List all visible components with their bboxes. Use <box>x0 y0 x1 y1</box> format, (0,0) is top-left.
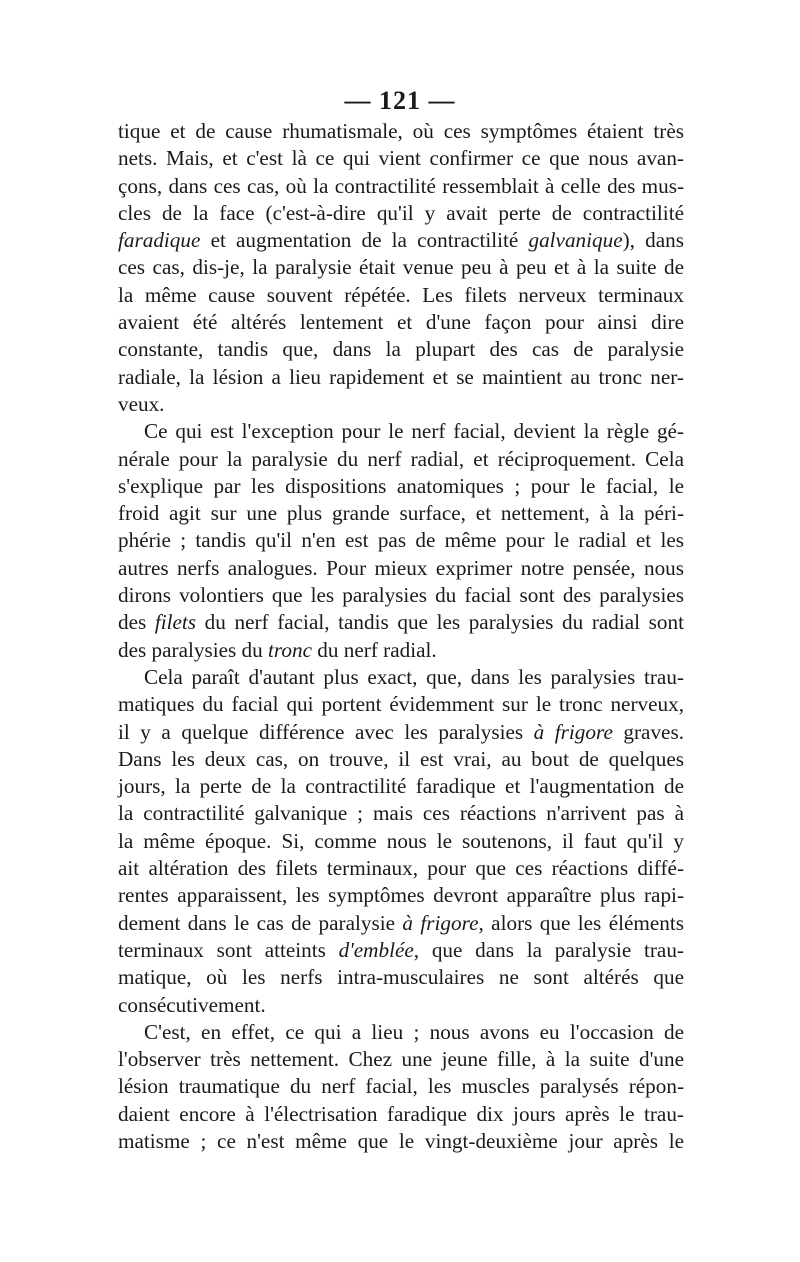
text-line: matique, où les nerfs intra-musculaires ne sont altérés que <box>118 965 684 990</box>
text-line: radiale, la lésion a lieu rapidement et se maintient au tronc ner- <box>118 364 684 389</box>
text-line: constante, tandis que, dans la plupart des cas de paralysie <box>118 337 684 362</box>
body-text <box>118 118 684 1155</box>
text-fragment: des paralysies du <box>118 637 269 662</box>
italic-term: faradique <box>118 228 201 253</box>
text-line: phérie ; tandis qu'il n'en est pas de même pour le radial et les <box>118 528 684 553</box>
text-fragment: et augmentation de la contractilité <box>200 228 529 253</box>
text-line: avaient été altérés lentement et d'une façon pour ainsi dire <box>118 310 684 335</box>
text-line: consécutivement. <box>118 992 266 1017</box>
text-line: tique et de cause rhumatismale, où ces symptômes étaient très <box>118 119 684 143</box>
text-line: Ce qui est l'exception pour le nerf facial, devient la règle gé- <box>144 419 684 444</box>
text-line: cles de la face (c'est-à-dire qu'il y avait perte de contractilité <box>118 200 684 225</box>
text-line: s'explique par les dispositions anatomiques ; pour le facial, le <box>118 473 684 498</box>
text-line <box>118 609 684 636</box>
text-line: C'est, en effet, ce qui a lieu ; nous avons eu l'occasion de <box>144 1019 684 1044</box>
text-fragment: des <box>118 610 155 635</box>
text-line: çons, dans ces cas, où la contractilité ressemblait à celle des mus- <box>118 173 684 198</box>
text-line: dirons volontiers que les paralysies du facial sont des paralysies <box>118 583 684 608</box>
text-fragment: il y a quelque différence avec les paralysies <box>118 719 534 744</box>
italic-term: à frigore <box>402 910 479 935</box>
text-line: froid agit sur une plus grande surface, et nettement, à la péri- <box>118 501 684 526</box>
text-fragment: , alors que les éléments <box>478 910 684 935</box>
text-line <box>118 937 684 964</box>
text-line: autres nerfs analogues. Pour mieux exprimer notre pensée, nous <box>118 555 684 580</box>
italic-term: tronc <box>268 637 312 662</box>
text-fragment: terminaux sont atteints <box>118 937 339 962</box>
text-fragment: du nerf radial. <box>311 637 437 662</box>
text-line: Cela paraît d'autant plus exact, que, dans les paralysies trau- <box>144 664 684 689</box>
text-line: veux. <box>118 391 165 416</box>
text-line <box>118 227 684 254</box>
text-fragment: dement dans le cas de paralysie <box>118 910 403 935</box>
page-number: — 121 — <box>344 86 456 115</box>
text-line: lésion traumatique du nerf facial, les muscles paralysés répon- <box>118 1074 684 1099</box>
text-line: nets. Mais, et c'est là ce qui vient confirmer ce que nous avan- <box>118 146 684 171</box>
text-line <box>118 637 684 664</box>
text-line <box>118 719 684 746</box>
italic-term: à frigore <box>533 719 613 744</box>
text-line: la même époque. Si, comme nous le soutenons, il faut qu'il y <box>118 828 684 853</box>
text-line <box>118 910 684 937</box>
text-line: matiques du facial qui portent évidemment sur le tronc nerveux, <box>118 692 684 717</box>
italic-term: galvanique <box>528 228 623 253</box>
text-fragment: du nerf facial, tandis que les paralysies du radial sont <box>196 610 684 635</box>
text-line: matisme ; ce n'est même que le vingt-deuxième jour après le <box>118 1128 684 1153</box>
text-line: ces cas, dis-je, la paralysie était venue peu à peu et à la suite de <box>118 255 684 280</box>
text-line: ait altération des filets terminaux, pour que ces réactions diffé- <box>118 856 684 881</box>
text-line: Dans les deux cas, on trouve, il est vrai, au bout de quelques <box>118 746 684 771</box>
text-line: rentes apparaissent, les symptômes devront apparaître plus rapi- <box>118 883 684 908</box>
text-fragment: ), dans <box>622 228 684 253</box>
text-line: daient encore à l'électrisation faradique dix jours après le trau- <box>118 1101 684 1126</box>
text-line: la contractilité galvanique ; mais ces réactions n'arrivent pas à <box>118 801 684 826</box>
italic-term: filets <box>154 610 197 635</box>
text-line: jours, la perte de la contractilité faradique et l'augmentation de <box>118 774 684 799</box>
text-line: l'observer très nettement. Chez une jeune fille, à la suite d'une <box>118 1047 684 1072</box>
italic-term: d'emblée <box>338 937 414 962</box>
text-line: nérale pour la paralysie du nerf radial, et réciproquement. Cela <box>118 446 684 471</box>
text-fragment: , que dans la paralysie trau- <box>413 937 684 962</box>
text-fragment: graves. <box>612 719 684 744</box>
text-line: la même cause souvent répétée. Les filets nerveux terminaux <box>118 282 684 307</box>
